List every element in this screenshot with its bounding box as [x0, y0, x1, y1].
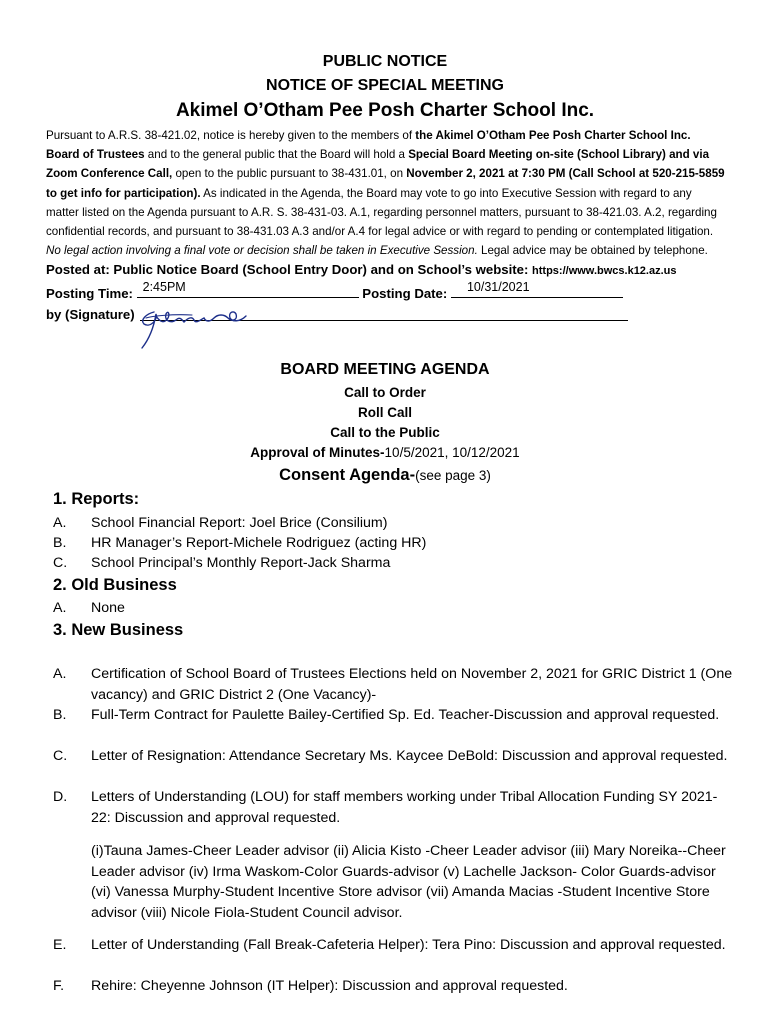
new-business-heading: 3. New Business — [53, 621, 184, 639]
item-letter: B. — [53, 535, 67, 551]
notice-meeting-location: Special Board Meeting on-site (School Library) and via Zoom Conference Call, — [46, 148, 710, 181]
item-text: Rehire: Cheyenne Johnson (IT Helper): Discussion and approval requested. — [91, 978, 568, 994]
item-text: Full-Term Contract for Paulette Bailey-Certified Sp. Ed. Teacher-Discussion and approval requested. — [91, 707, 720, 723]
posting-date-value: 10/31/2021 — [466, 280, 530, 294]
item-text: School Principal’s Monthly Report-Jack Sharma — [91, 555, 391, 571]
item-letter: C. — [53, 555, 68, 571]
school-name: Akimel O’Otham Pee Posh Charter School Inc. — [175, 100, 595, 121]
item-text: Letter of Understanding (Fall Break-Cafeteria Helper): Tera Pino: Discussion and approval requested. — [91, 937, 726, 953]
lou-staff-list: (i)Tauna James-Cheer Leader advisor (ii) Alicia Kisto -Cheer Leader advisor (iii) Mary Noreika--Cheer Leader advisor (iv) Irma Waskom-Color Guards-advisor (v) Lachelle Jackson- Color Guards-advisor (vi) Vanessa Murphy-Student Incentive Store advisor (vii) Amanda Macias -Student Incentive Store advisor (viii) Nicole Fiola-Student Council advisor. — [91, 843, 726, 921]
item-letter: A. — [53, 515, 67, 531]
list-item — [53, 664, 733, 705]
item-text: Letter of Resignation: Attendance Secretary Ms. Kaycee DeBold: Discussion and approval requested. — [91, 748, 728, 764]
notice-text-3: open to the public pursuant to 38-431.01, on — [172, 167, 407, 181]
list-item — [53, 598, 733, 619]
list-item — [53, 533, 733, 554]
notice-text-4: As indicated in the Agenda, the Board may vote to go into Executive Session with regard to any matter listed on the Agenda pursuant to A.R. S. 38-431-03. A.1, regarding personnel matters, pursuant to 38-421.03. A.2, regarding confidential records, and pursuant to 38-431.03 A.3 and/or A.4 for legal advice or with regard to pending or contemplated litigation. — [46, 186, 717, 239]
notice-executive-session-note: No legal action involving a final vote or decision shall be taken in Executive Session. — [46, 244, 478, 258]
list-item — [53, 935, 733, 956]
minutes-label: Approval of Minutes- — [250, 445, 385, 460]
item-text: Letters of Understanding (LOU) for staff members working under Tribal Allocation Funding SY 2021-22: Discussion and approval requested. — [91, 789, 718, 826]
minutes-dates: 10/5/2021, 10/12/2021 — [384, 445, 520, 460]
notice-text-5: Legal advice may be obtained by telephone. — [477, 244, 708, 258]
item-letter: E. — [53, 937, 67, 953]
posting-time-value: 2:45PM — [142, 280, 186, 294]
posting-date-field — [451, 280, 623, 298]
notice-paragraph — [46, 126, 726, 282]
item-letter: D. — [53, 789, 68, 805]
posting-date-label: Posting Date: — [362, 286, 448, 301]
notice-posted-at: Posted at: Public Notice Board (School Entry Door) and on School’s website: — [46, 262, 533, 278]
list-item — [53, 746, 733, 767]
item-letter: A. — [53, 600, 67, 616]
item-text: Certification of School Board of Trustees Elections held on November 2, 2021 for GRIC District 1 (One vacancy) and GRIC District 2 (One Vacancy)- — [91, 666, 733, 703]
signature-label: by (Signature) — [46, 307, 135, 322]
notice-text-1: Pursuant to A.R.S. 38-421.02, notice is hereby given to the members of — [46, 129, 416, 142]
consent-label: Consent Agenda- — [279, 466, 416, 484]
notice-title: PUBLIC NOTICE — [322, 53, 448, 70]
item-text: None — [91, 600, 125, 616]
item-letter: A. — [53, 666, 67, 682]
agenda-call-public: Call to the Public — [330, 425, 440, 440]
agenda-roll-call: Roll Call — [357, 405, 412, 420]
item-letter: C. — [53, 748, 68, 764]
item-letter: B. — [53, 707, 67, 723]
handwritten-signature — [132, 296, 252, 352]
agenda-minutes — [0, 445, 770, 460]
consent-note: (see page 3) — [415, 468, 491, 483]
notice-meeting-time: November 2, 2021 at 7:30 PM (Call School at 520-215-5859 to get info for participation). — [46, 167, 725, 200]
school-website-url: https://www.bwcs.k12.az.us — [532, 265, 677, 278]
agenda-call-to-order: Call to Order — [344, 385, 426, 400]
item-text: HR Manager’s Report-Michele Rodriguez (acting HR) — [91, 535, 427, 551]
list-item — [53, 553, 733, 574]
notice-subtitle: NOTICE OF SPECIAL MEETING — [266, 77, 504, 94]
notice-board-name: the Akimel O’Otham Pee Posh Charter School Inc. Board of Trustees — [46, 129, 691, 162]
agenda-consent — [0, 466, 770, 485]
list-item — [53, 513, 733, 534]
list-item — [53, 787, 733, 828]
list-item — [53, 976, 733, 997]
old-business-heading: 2. Old Business — [53, 576, 177, 594]
posting-time-label: Posting Time: — [46, 286, 133, 301]
reports-heading: 1. Reports: — [53, 490, 140, 508]
list-item — [53, 705, 733, 726]
item-letter: F. — [53, 978, 65, 994]
notice-text-2: and to the general public that the Board will hold a — [144, 148, 409, 162]
agenda-title: BOARD MEETING AGENDA — [280, 361, 490, 378]
item-text: School Financial Report: Joel Brice (Consilium) — [91, 515, 388, 531]
